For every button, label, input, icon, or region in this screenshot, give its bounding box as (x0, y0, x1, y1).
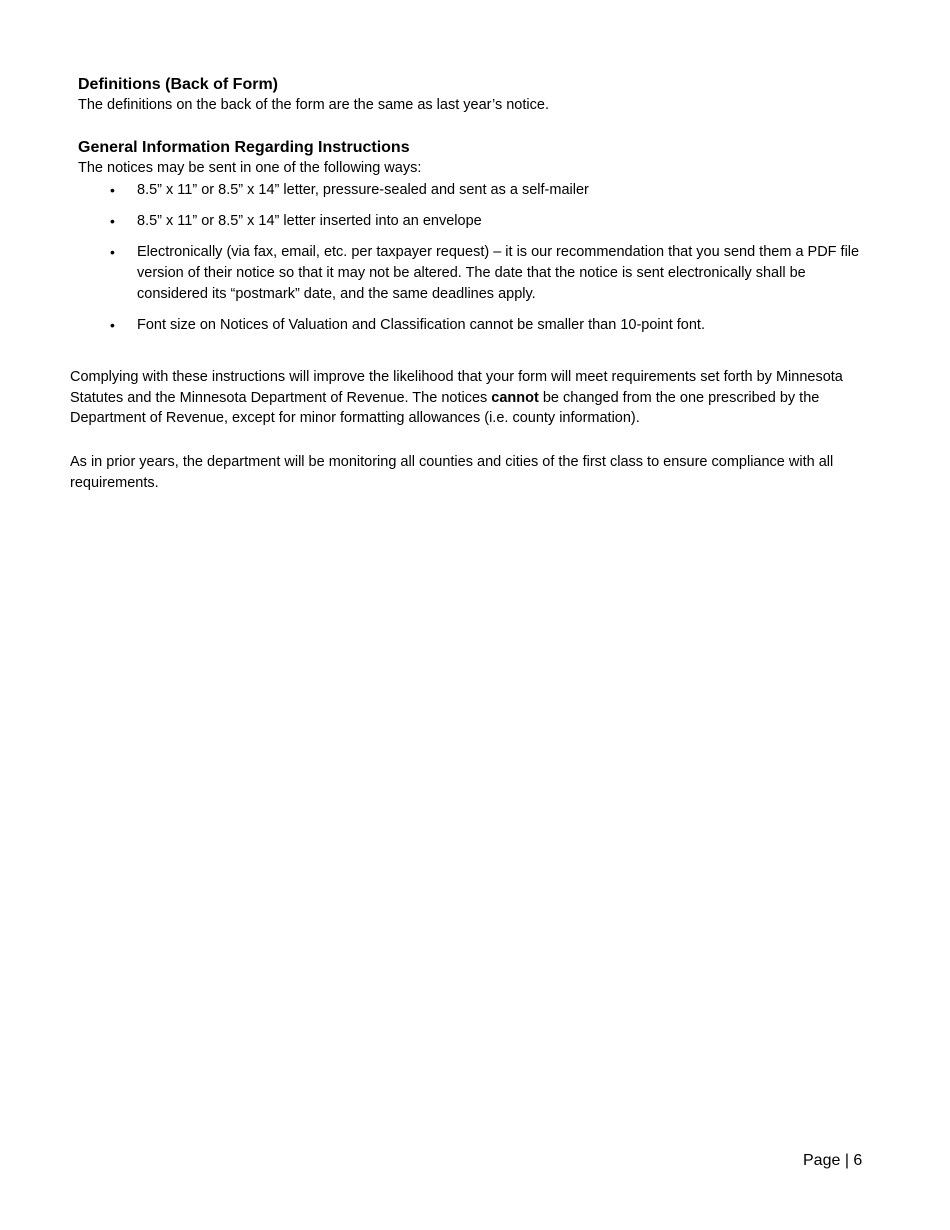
list-item (78, 315, 868, 336)
bullet-icon: • (110, 212, 115, 229)
compliance-paragraph (70, 367, 870, 429)
general-info-section (78, 138, 868, 336)
page-number: Page | 6 (803, 1152, 863, 1169)
list-item-text: Font size on Notices of Valuation and Classification cannot be smaller than 10-point font. (137, 316, 705, 333)
list-item (78, 180, 868, 201)
definitions-text: The definitions on the back of the form are the same as last year’s notice. (78, 97, 549, 113)
list-item-text: 8.5” x 11” or 8.5” x 14” letter, pressure-sealed and sent as a self-mailer (137, 181, 589, 198)
bullet-icon: • (110, 316, 115, 333)
bullet-icon: • (110, 181, 115, 198)
general-info-heading: General Information Regarding Instructions (78, 139, 410, 156)
compliance-text-after: be changed from the one prescribed by the Department of Revenue, except for minor formatting allowances (i.e. county information). (70, 389, 820, 426)
list-item (78, 211, 868, 232)
definitions-heading: Definitions (Back of Form) (78, 76, 279, 93)
bullet-icon: • (110, 243, 115, 260)
list-item-text: 8.5” x 11” or 8.5” x 14” letter inserted into an envelope (137, 212, 482, 229)
list-item-text: Electronically (via fax, email, etc. per taxpayer request) – it is our recommendation that you send them a PDF file version of their notice so that it may not be altered. The date that the notice is sent electronically shall be considered its “postmark” date, and the same deadlines apply. (137, 243, 860, 302)
delivery-methods-list (78, 180, 868, 336)
monitoring-paragraph: As in prior years, the department will be monitoring all counties and cities of the first class to ensure compliance with all requirements. (70, 454, 834, 491)
compliance-emphasis: cannot (491, 389, 539, 406)
definitions-section (78, 75, 868, 116)
compliance-text-before: Complying with these instructions will improve the likelihood that your form will meet requirements set forth by Minnesota Statutes and the Minnesota Department of Revenue. The notices (70, 369, 843, 406)
list-item (78, 242, 868, 305)
general-info-intro: The notices may be sent in one of the following ways: (78, 160, 422, 176)
